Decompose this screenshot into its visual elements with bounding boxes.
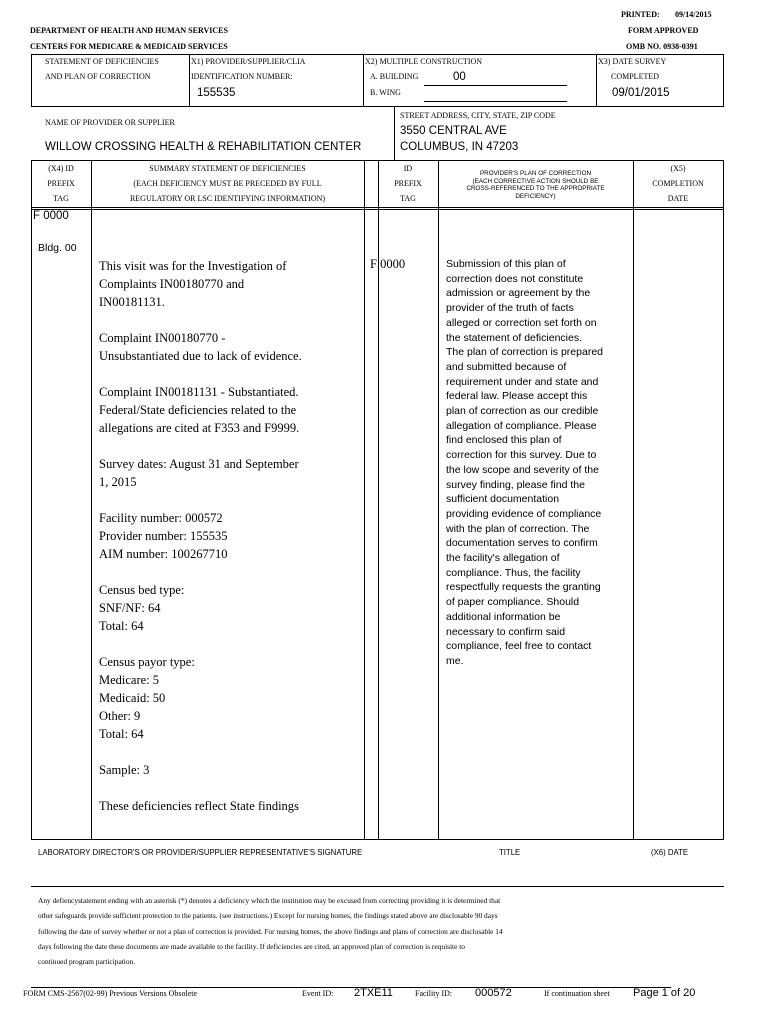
printed-label: PRINTED: bbox=[621, 10, 660, 19]
disclaimer-line: continued program participation. bbox=[38, 957, 136, 967]
summary-header-3: REGULATORY OR LSC IDENTIFYING INFORMATION) bbox=[129, 194, 326, 203]
summary-line: SNF/NF: 64 bbox=[99, 601, 161, 615]
tag-left: F 0000 bbox=[33, 210, 69, 222]
multiple-construction-label: X2) MULTIPLE CONSTRUCTION bbox=[365, 57, 483, 66]
plan-line: and submitted because of bbox=[446, 360, 567, 373]
summary-line bbox=[99, 365, 363, 383]
x4-header-2: PREFIX bbox=[47, 179, 75, 188]
summary-line bbox=[99, 311, 363, 329]
summary-header-2: (EACH DEFICIENCY MUST BE PRECEDED BY FULL bbox=[133, 179, 322, 188]
disclaimer-line: following the date of survey whether or not a plan of correction is provided. For nursing homes, the above findings and plans of correction are disclosable 14 bbox=[38, 926, 503, 936]
disclaimer bbox=[38, 893, 718, 969]
form-number: FORM CMS-2567(02-99) Previous Versions Obsolete bbox=[23, 989, 198, 998]
summary-line bbox=[99, 491, 363, 509]
disclaimer-line: other safeguards provide sufficient protection to the patients. (see instructions.) Except for nursing homes, the findings stated above are disclosable 90 days bbox=[38, 911, 498, 921]
summary-line: Complaint IN00180770 - bbox=[99, 331, 226, 345]
summary-line: These deficiencies reflect State findings bbox=[99, 799, 299, 813]
plan-line: The plan of correction is prepared bbox=[446, 346, 604, 359]
continuation-label: If continuation sheet bbox=[544, 989, 610, 998]
date-survey-label: X3) DATE SURVEY bbox=[598, 57, 667, 66]
omb-number: OMB NO. 0938-0391 bbox=[626, 42, 698, 51]
summary-line: Sample: 3 bbox=[99, 763, 150, 777]
plan-line: respectfully requests the granting bbox=[446, 581, 601, 594]
summary-line: Medicaid: 50 bbox=[99, 691, 166, 705]
signature-label: LABORATORY DIRECTOR'S OR PROVIDER/SUPPLIER REPRESENTATIVE'S SIGNATURE bbox=[38, 848, 363, 857]
summary-line: Other: 9 bbox=[99, 709, 141, 723]
disclaimer-line: days following the date these documents are made available to the facility. If deficiencies are cited, an approved plan of correction is requisite to bbox=[38, 941, 465, 951]
summary-line: Census bed type: bbox=[99, 583, 185, 597]
plan-line: the statement of deficiencies. bbox=[446, 331, 582, 344]
provider-id-label: X1) PROVIDER/SUPPLIER/CLIA bbox=[191, 57, 306, 66]
provider-id-value: 155535 bbox=[197, 87, 236, 99]
plan-line: necessary to confirm said bbox=[446, 625, 566, 638]
plan-line: alleged or correction set forth on bbox=[446, 316, 597, 329]
building-value: 00 bbox=[453, 71, 466, 83]
summary-line: Unsubstantiated due to lack of evidence. bbox=[99, 349, 302, 363]
plan-line: survey finding, please find the bbox=[446, 478, 585, 491]
form-approved: FORM APPROVED bbox=[628, 26, 699, 35]
plan-line: documentation serves to confirm bbox=[446, 537, 598, 550]
plan-header: PROVIDER'S PLAN OF CORRECTION (EACH CORRECTIVE ACTION SHOULD BE CROSS-REFERENCED TO THE APPROPRIATE DEFICIENCY) bbox=[466, 170, 605, 200]
summary-line: Facility number: 000572 bbox=[99, 511, 223, 525]
summary-line: Total: 64 bbox=[99, 619, 144, 633]
page-number: Page 1 of 20 bbox=[633, 987, 696, 999]
summary-line: Survey dates: August 31 and September bbox=[99, 457, 299, 471]
plan-line: Submission of this plan of bbox=[446, 258, 566, 270]
plan-line: federal law. Please accept this bbox=[446, 390, 588, 403]
plan-line: of paper compliance. Should bbox=[446, 596, 580, 609]
plan-line: me. bbox=[446, 654, 464, 667]
address-line-1: 3550 CENTRAL AVE bbox=[400, 125, 507, 137]
provider-name-value: WILLOW CROSSING HEALTH & REHABILITATION CENTER bbox=[45, 141, 362, 153]
date-survey-value: 09/01/2015 bbox=[612, 87, 670, 99]
x4-header-1: (X4) ID bbox=[48, 164, 74, 173]
summary-line: Census payor type: bbox=[99, 655, 195, 669]
summary-line bbox=[99, 635, 363, 653]
x4-header-3: TAG bbox=[53, 194, 69, 203]
summary-line: Federal/State deficiencies related to the bbox=[99, 403, 297, 417]
centers-name: CENTERS FOR MEDICARE & MEDICAID SERVICES bbox=[30, 42, 228, 51]
plan-of-correction bbox=[446, 257, 632, 669]
wing-label: B. WING bbox=[370, 88, 401, 97]
summary-line: allegations are cited at F353 and F9999. bbox=[99, 421, 300, 435]
plan-line: requirement under and state and bbox=[446, 375, 599, 388]
event-id-value: 2TXE11 bbox=[354, 987, 393, 999]
plan-line: find enclosed this plan of bbox=[446, 434, 562, 447]
plan-line: provider of the truth of facts bbox=[446, 302, 574, 315]
plan-line: allegation of compliance. Please bbox=[446, 419, 597, 432]
facility-id-label: Facility ID: bbox=[415, 989, 453, 998]
summary-line bbox=[99, 563, 363, 581]
plan-line: sufficient documentation bbox=[446, 493, 560, 506]
plan-line: additional information be bbox=[446, 610, 561, 623]
provider-name-label: NAME OF PROVIDER OR SUPPLIER bbox=[45, 118, 175, 127]
summary-line: IN00181131. bbox=[99, 295, 165, 309]
date-survey-label-2: COMPLETED bbox=[611, 72, 659, 81]
summary-line: Medicare: 5 bbox=[99, 673, 160, 687]
id-header-2: PREFIX bbox=[394, 179, 422, 188]
x5-header-2: COMPLETION bbox=[652, 179, 704, 188]
id-header-1: ID bbox=[403, 164, 413, 173]
building-label: A. BUILDING bbox=[370, 72, 419, 81]
plan-line: the facility's allegation of bbox=[446, 552, 560, 565]
plan-line: providing evidence of compliance bbox=[446, 507, 602, 520]
summary-line: Total: 64 bbox=[99, 727, 144, 741]
printed-date: 09/14/2015 bbox=[675, 10, 712, 19]
provider-id-label-2: IDENTIFICATION NUMBER: bbox=[191, 72, 293, 81]
summary-line: Complaints IN00180770 and bbox=[99, 277, 245, 291]
x5-header-3: DATE bbox=[667, 194, 689, 203]
summary-line bbox=[99, 437, 363, 455]
summary-statement bbox=[99, 257, 363, 815]
plan-line: plan of correction as our credible bbox=[446, 405, 599, 418]
x6-date-label: (X6) DATE bbox=[651, 848, 689, 857]
facility-id-value: 000572 bbox=[475, 987, 512, 999]
plan-line: admission or agreement by the bbox=[446, 287, 591, 300]
summary-line: Provider number: 155535 bbox=[99, 529, 228, 543]
plan-line: with the plan of correction. The bbox=[446, 522, 590, 535]
summary-line bbox=[99, 779, 363, 797]
building-tag: Bldg. 00 bbox=[38, 242, 77, 254]
x5-header-1: (X5) bbox=[670, 164, 686, 173]
title-label: TITLE bbox=[499, 848, 521, 857]
tag-right: F 0000 bbox=[370, 257, 406, 271]
plan-line: correction for this survey. Due to bbox=[446, 449, 597, 462]
disclaimer-line: Any defiencystatement ending with an asterisk (*) denotes a deficiency which the institution may be excused from correcting providing it is determined that bbox=[38, 896, 501, 905]
address-line-2: COLUMBUS, IN 47203 bbox=[400, 141, 519, 153]
plan-line: correction does not constitute bbox=[446, 272, 584, 285]
summary-line: This visit was for the Investigation of bbox=[99, 259, 287, 273]
statement-label-1: STATEMENT OF DEFICIENCIES bbox=[45, 57, 159, 66]
statement-label-2: AND PLAN OF CORRECTION bbox=[45, 72, 151, 81]
plan-line: the low scope and severity of the bbox=[446, 463, 599, 476]
summary-line: 1, 2015 bbox=[99, 475, 137, 489]
address-label: STREET ADDRESS, CITY, STATE, ZIP CODE bbox=[400, 111, 556, 120]
plan-line: compliance. Thus, the facility bbox=[446, 566, 581, 579]
summary-line: AIM number: 100267710 bbox=[99, 547, 228, 561]
plan-line: compliance, feel free to contact bbox=[446, 640, 592, 653]
id-header-3: TAG bbox=[400, 194, 416, 203]
summary-line: Complaint IN00181131 - Substantiated. bbox=[99, 385, 299, 399]
summary-header-1: SUMMARY STATEMENT OF DEFICIENCIES bbox=[149, 164, 306, 173]
summary-line bbox=[99, 743, 363, 761]
event-id-label: Event ID: bbox=[302, 989, 334, 998]
department-name: DEPARTMENT OF HEALTH AND HUMAN SERVICES bbox=[30, 26, 228, 35]
